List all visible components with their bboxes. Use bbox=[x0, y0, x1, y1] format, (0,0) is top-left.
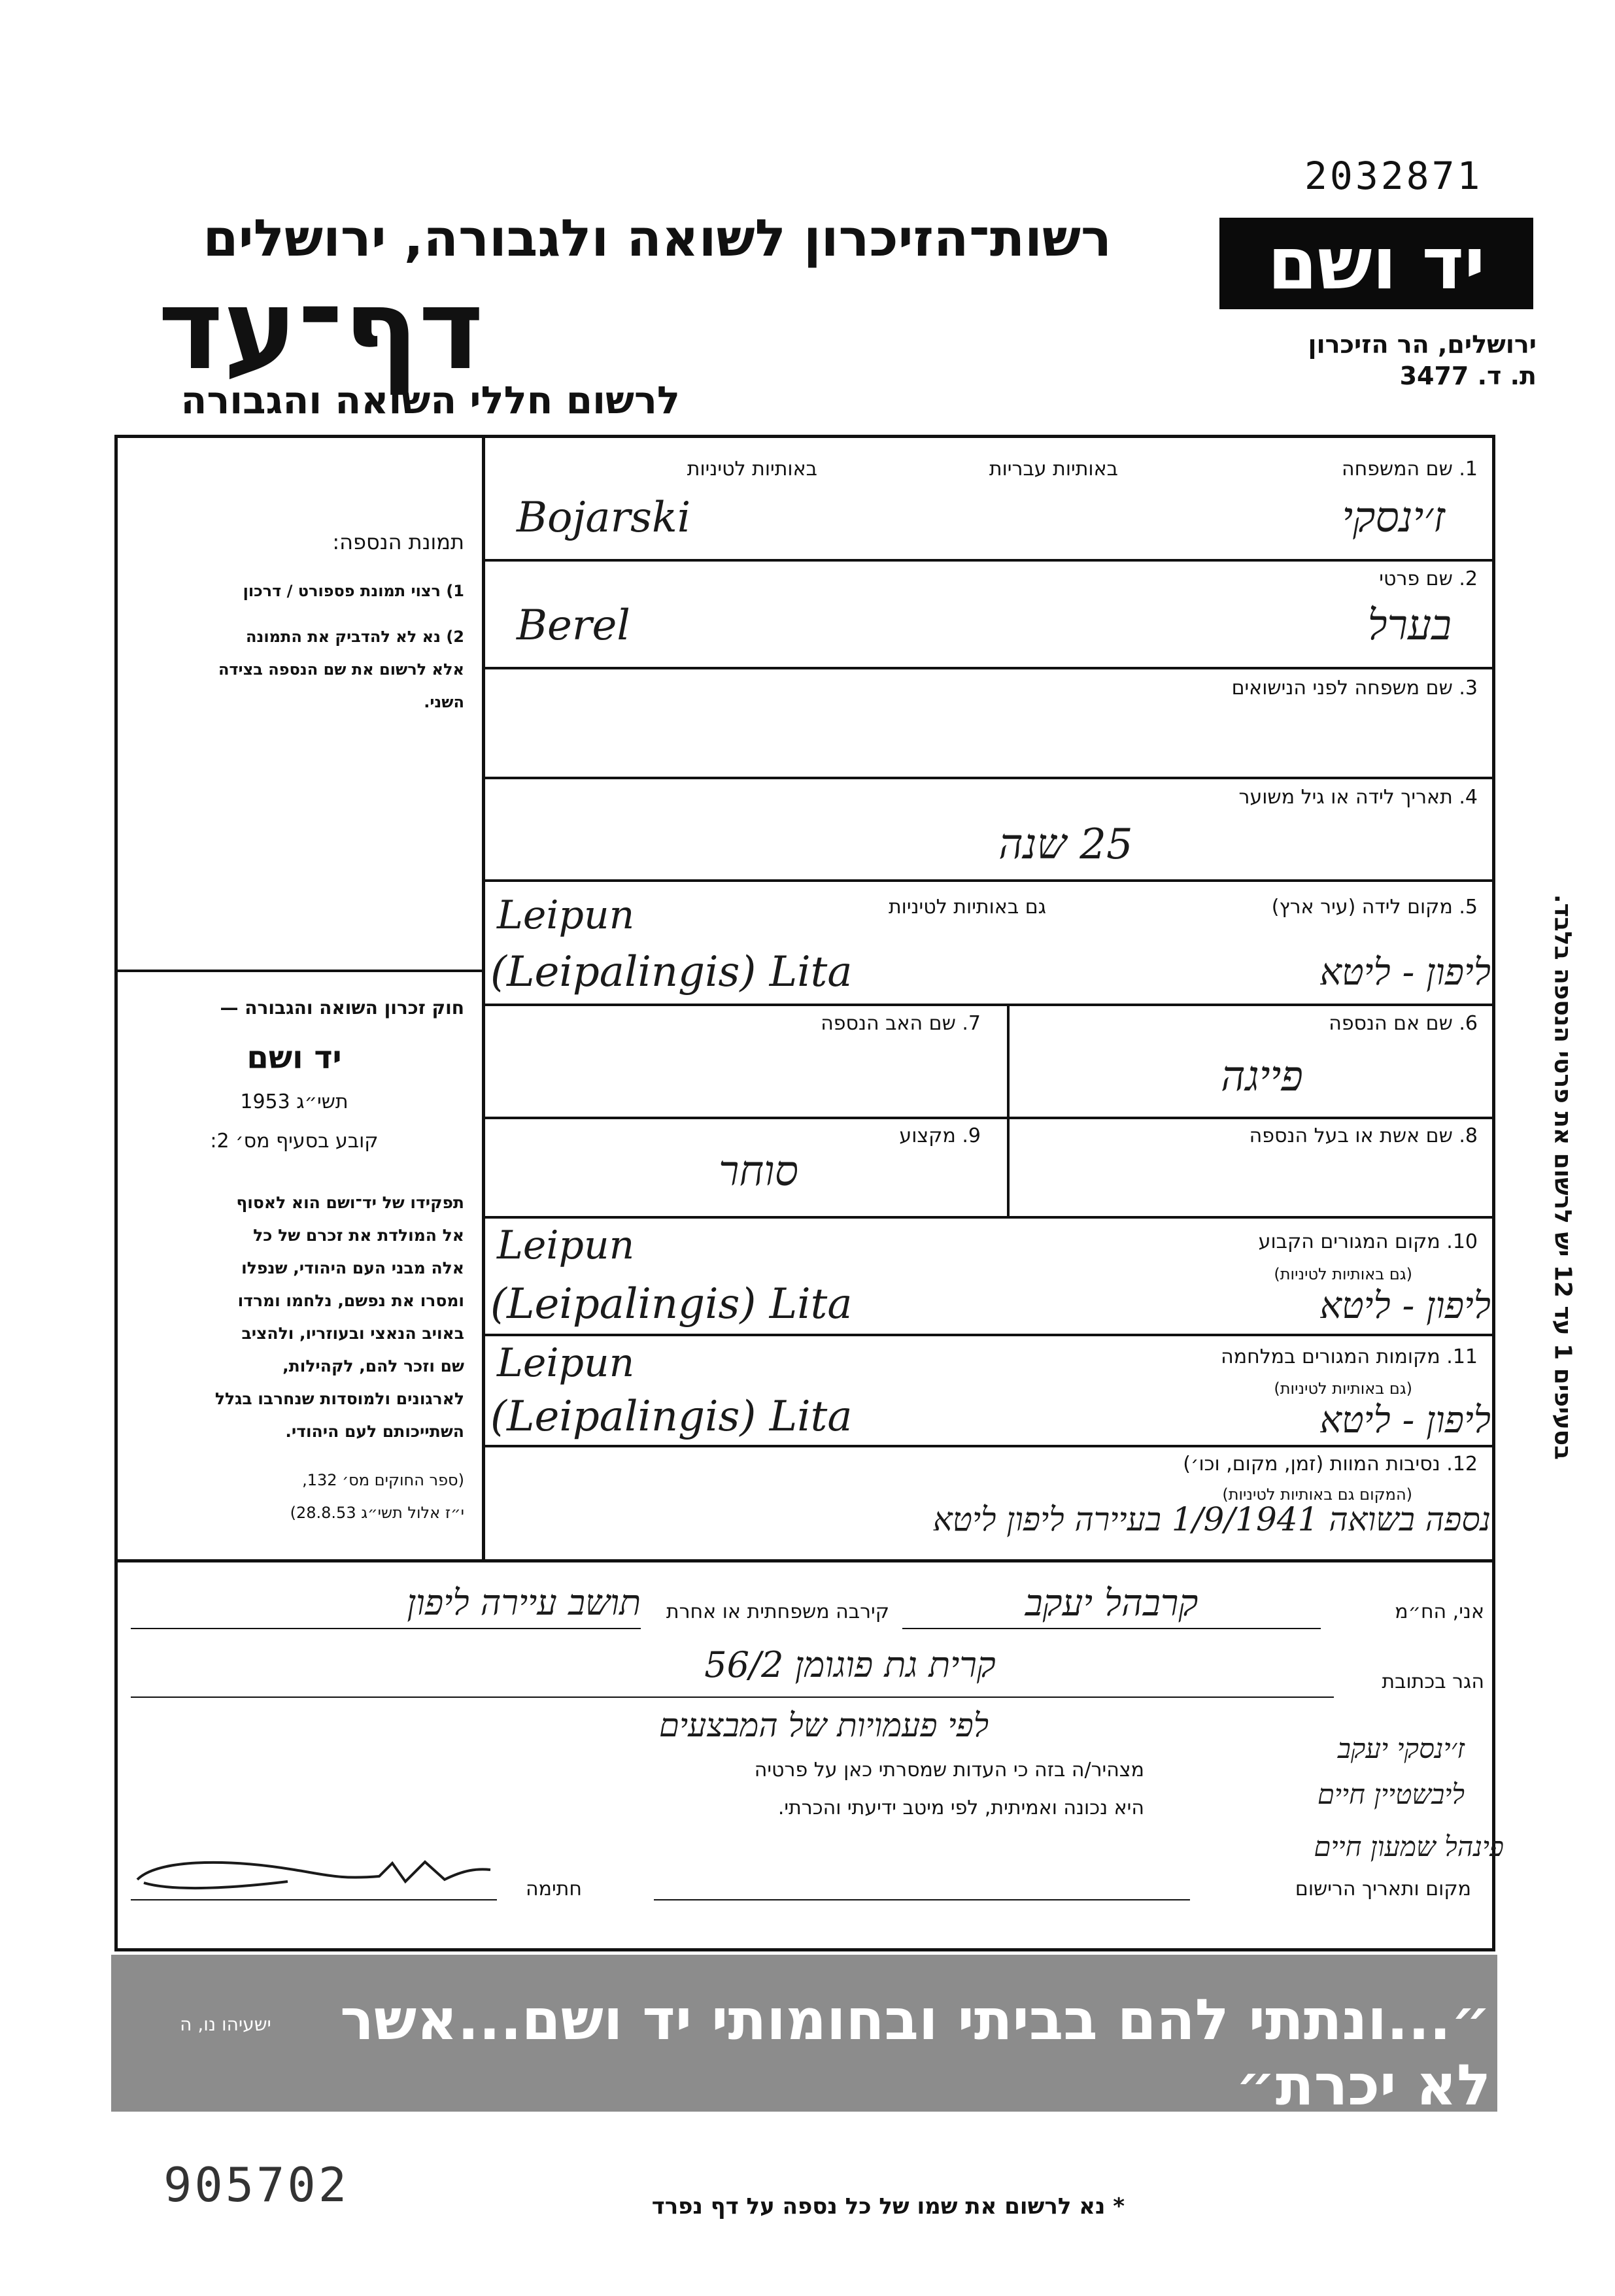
declaration-divider bbox=[114, 1559, 1495, 1562]
law-source-2: י״ז אלול תשי״ג 28.8.53) bbox=[290, 1504, 464, 1522]
field-12-note: (המקום גם באותיות לטיניות) bbox=[1222, 1485, 1412, 1504]
field-11-note: (גם באותיות לטיניות) bbox=[1274, 1379, 1412, 1398]
side-note: בסעיפים 1 עד 12 יש לרשום את פרטי הנספה בלבד. bbox=[1549, 894, 1576, 1460]
footnote: * נא לרשום את שמו של כל נספה על דף נפרד bbox=[651, 2193, 1125, 2220]
witness-1: ז׳ינסקי יעקב bbox=[1337, 1732, 1465, 1764]
row-divider bbox=[484, 1004, 1495, 1006]
law-year: תשי״ג 1953 bbox=[240, 1090, 348, 1113]
field-6-value: פייגה bbox=[1221, 1053, 1303, 1101]
banner-quote: ״...ונתתי להם בביתי ובחומותי יד ושם...אשר לא יכרת״ bbox=[340, 1987, 1491, 2118]
field-9-label: 9. מקצוע bbox=[899, 1124, 981, 1147]
law-text-line: שם וזכר להם, לקהילות, bbox=[282, 1357, 464, 1376]
field-1-label: 1. שם המשפחה bbox=[1341, 458, 1478, 481]
row-divider bbox=[484, 777, 1495, 779]
address-line-1: ירושלים, הר הזיכרון bbox=[1308, 330, 1537, 359]
law-text-line: אלה מבני העם היהודי, שנפלו bbox=[241, 1258, 464, 1277]
photo-instruction-2b: אלא לרשום את שם הנספה בצידה bbox=[218, 660, 464, 679]
law-source-1: (ספר החוקים מס׳ 132, bbox=[302, 1471, 464, 1489]
row-divider bbox=[484, 879, 1495, 882]
serial-number-bottom: 905702 bbox=[163, 2157, 350, 2212]
photo-box-title: תמונת הנספה: bbox=[332, 530, 464, 554]
law-text-line: תפקידו של יד־ושם הוא לאסוף bbox=[236, 1193, 464, 1212]
statement-line-1: מצהיר/ה בזה כי העדות שמסרתי כאן על פרטיה bbox=[754, 1759, 1144, 1781]
banner-source: ישעיהו נו, ה bbox=[180, 2014, 271, 2035]
photo-instruction-2: 2) נא לא להדביק את התמונה bbox=[246, 628, 464, 646]
relation-value: תושב עיירה ליפון bbox=[407, 1582, 641, 1623]
row-divider bbox=[484, 1216, 1495, 1219]
field-11-label: 11. מקומות המגורים במלחמה bbox=[1221, 1345, 1478, 1368]
split-divider bbox=[1007, 1004, 1010, 1216]
declarant-underline bbox=[902, 1628, 1321, 1629]
organization-title: רשות־הזיכרון לשואה ולגבורה, ירושלים bbox=[203, 209, 1112, 268]
serial-number-top: 2032871 bbox=[1304, 154, 1483, 198]
field-10-value-latin-2: (Leipalingis) Lita bbox=[490, 1280, 853, 1328]
row-divider bbox=[484, 667, 1495, 669]
address-label: הגר בכתובת bbox=[1382, 1670, 1484, 1693]
signature-underline bbox=[131, 1899, 497, 1900]
row-divider bbox=[484, 1334, 1495, 1336]
field-8-label: 8. שם אשת או בעל הנספה bbox=[1249, 1124, 1478, 1147]
field-6-label: 6. שם אם הנספה bbox=[1329, 1012, 1478, 1035]
field-10-value-hebrew: ליפון - ליטא bbox=[1319, 1285, 1491, 1327]
field-11-value-hebrew: ליפון - ליטא bbox=[1319, 1399, 1491, 1442]
declarant-label: אני, הח״מ bbox=[1395, 1600, 1484, 1623]
address-underline bbox=[131, 1697, 1334, 1698]
field-3-label: 3. שם משפחה לפני הנישואים bbox=[1231, 677, 1478, 700]
witness-3: פינהל שמעון חיים bbox=[1314, 1831, 1504, 1863]
row-divider bbox=[484, 559, 1495, 562]
address-note: לפי פעמויות של המבצעים bbox=[658, 1706, 989, 1744]
law-clause: קובע בסעיף מס׳ 2: bbox=[210, 1130, 379, 1153]
law-text-line: אל המולדת את זכרם של כל bbox=[253, 1226, 464, 1245]
row-divider bbox=[484, 1117, 1495, 1119]
field-10-label: 10. מקום המגורים הקבוע bbox=[1258, 1230, 1478, 1253]
field-2-label: 2. שם פרטי bbox=[1379, 567, 1478, 590]
address-value: קרית גת פוגומן 56/2 bbox=[704, 1644, 996, 1685]
law-text-line: ומסרו את נפשם, נלחמו ומרדו bbox=[237, 1291, 464, 1310]
field-12-label: 12. נסיבות המוות (זמן, מקום, וכו׳) bbox=[1183, 1453, 1478, 1476]
photo-instruction-2c: השני. bbox=[424, 693, 464, 711]
field-2-value-latin: Berel bbox=[517, 601, 630, 650]
left-box-divider bbox=[114, 970, 482, 972]
field-5-value-latin-2: (Leipalingis) Lita bbox=[490, 948, 853, 996]
field-4-value: 25 שנה bbox=[998, 820, 1133, 869]
field-5-value-latin-1: Leipun bbox=[497, 892, 635, 938]
signature-mark bbox=[131, 1850, 497, 1902]
declarant-name: קרבהל יעקב bbox=[1025, 1582, 1198, 1625]
column-divider bbox=[482, 435, 485, 1559]
field-1-hebrew-col: באותיות עבריות bbox=[989, 458, 1118, 481]
place-date-label: מקום ותאריך הרישום bbox=[1295, 1878, 1471, 1900]
signature-label: חתימה bbox=[525, 1878, 582, 1900]
field-4-label: 4. תאריך לידה או גיל משוער bbox=[1238, 786, 1478, 809]
law-text-line: באויב הנאצי ובעוזריו, ולהציב bbox=[241, 1324, 464, 1343]
field-7-label: 7. שם האב הנספה bbox=[821, 1012, 981, 1035]
field-1-value-hebrew: ז׳ינסקי bbox=[1342, 494, 1445, 542]
form-subtitle: לרשום חללי השואה והגבורה bbox=[180, 378, 680, 422]
field-10-value-latin-1: Leipun bbox=[497, 1223, 635, 1268]
field-5-latin-note: גם באותיות לטיניות bbox=[888, 896, 1046, 919]
field-1-latin-col: באותיות לטיניות bbox=[687, 458, 817, 481]
field-10-note: (גם באותיות לטיניות) bbox=[1274, 1265, 1412, 1283]
law-text bbox=[124, 1187, 464, 1448]
law-text-line: השתייכותם לעם היהודי. bbox=[285, 1422, 464, 1441]
side-note-container bbox=[1523, 798, 1582, 1582]
witness-2: ליבשטיין חיים bbox=[1317, 1778, 1465, 1810]
photo-instruction-1: 1) רצוי תמונת פספורט / דרכון bbox=[243, 582, 464, 600]
law-org: יד ושם bbox=[246, 1039, 342, 1076]
form-title: דף־עד bbox=[158, 265, 484, 395]
field-12-value: נספה בשואה 1/9/1941 בעיירה ליפון ליטא bbox=[932, 1500, 1491, 1538]
statement-line-2: היא נכונה ואמיתית, לפי מיטב ידיעתי והכרתי. bbox=[777, 1797, 1144, 1819]
place-date-underline bbox=[654, 1899, 1190, 1900]
field-5-label: 5. מקום לידה (עיר ארץ) bbox=[1271, 896, 1478, 919]
law-text-line: לארגונים ולמוסדות שנחרבו בגלל bbox=[214, 1389, 464, 1408]
field-2-value-hebrew: בערל bbox=[1367, 601, 1452, 650]
relation-underline bbox=[131, 1628, 641, 1629]
address-line-2: ת. ד. 3477 bbox=[1399, 362, 1537, 390]
relation-label: קירבה משפחתית או אחרת bbox=[666, 1600, 889, 1623]
field-1-value-latin: Bojarski bbox=[517, 494, 691, 542]
yad-vashem-logo: יד ושם bbox=[1267, 222, 1486, 305]
field-11-value-latin-1: Leipun bbox=[497, 1340, 635, 1386]
field-11-value-latin-2: (Leipalingis) Lita bbox=[490, 1393, 853, 1441]
field-9-value: סוחר bbox=[718, 1147, 799, 1196]
field-5-value-hebrew: ליפון - ליטא bbox=[1319, 951, 1491, 994]
law-title: חוק זכרון השואה והגבורה — bbox=[220, 997, 464, 1019]
row-divider bbox=[484, 1445, 1495, 1447]
